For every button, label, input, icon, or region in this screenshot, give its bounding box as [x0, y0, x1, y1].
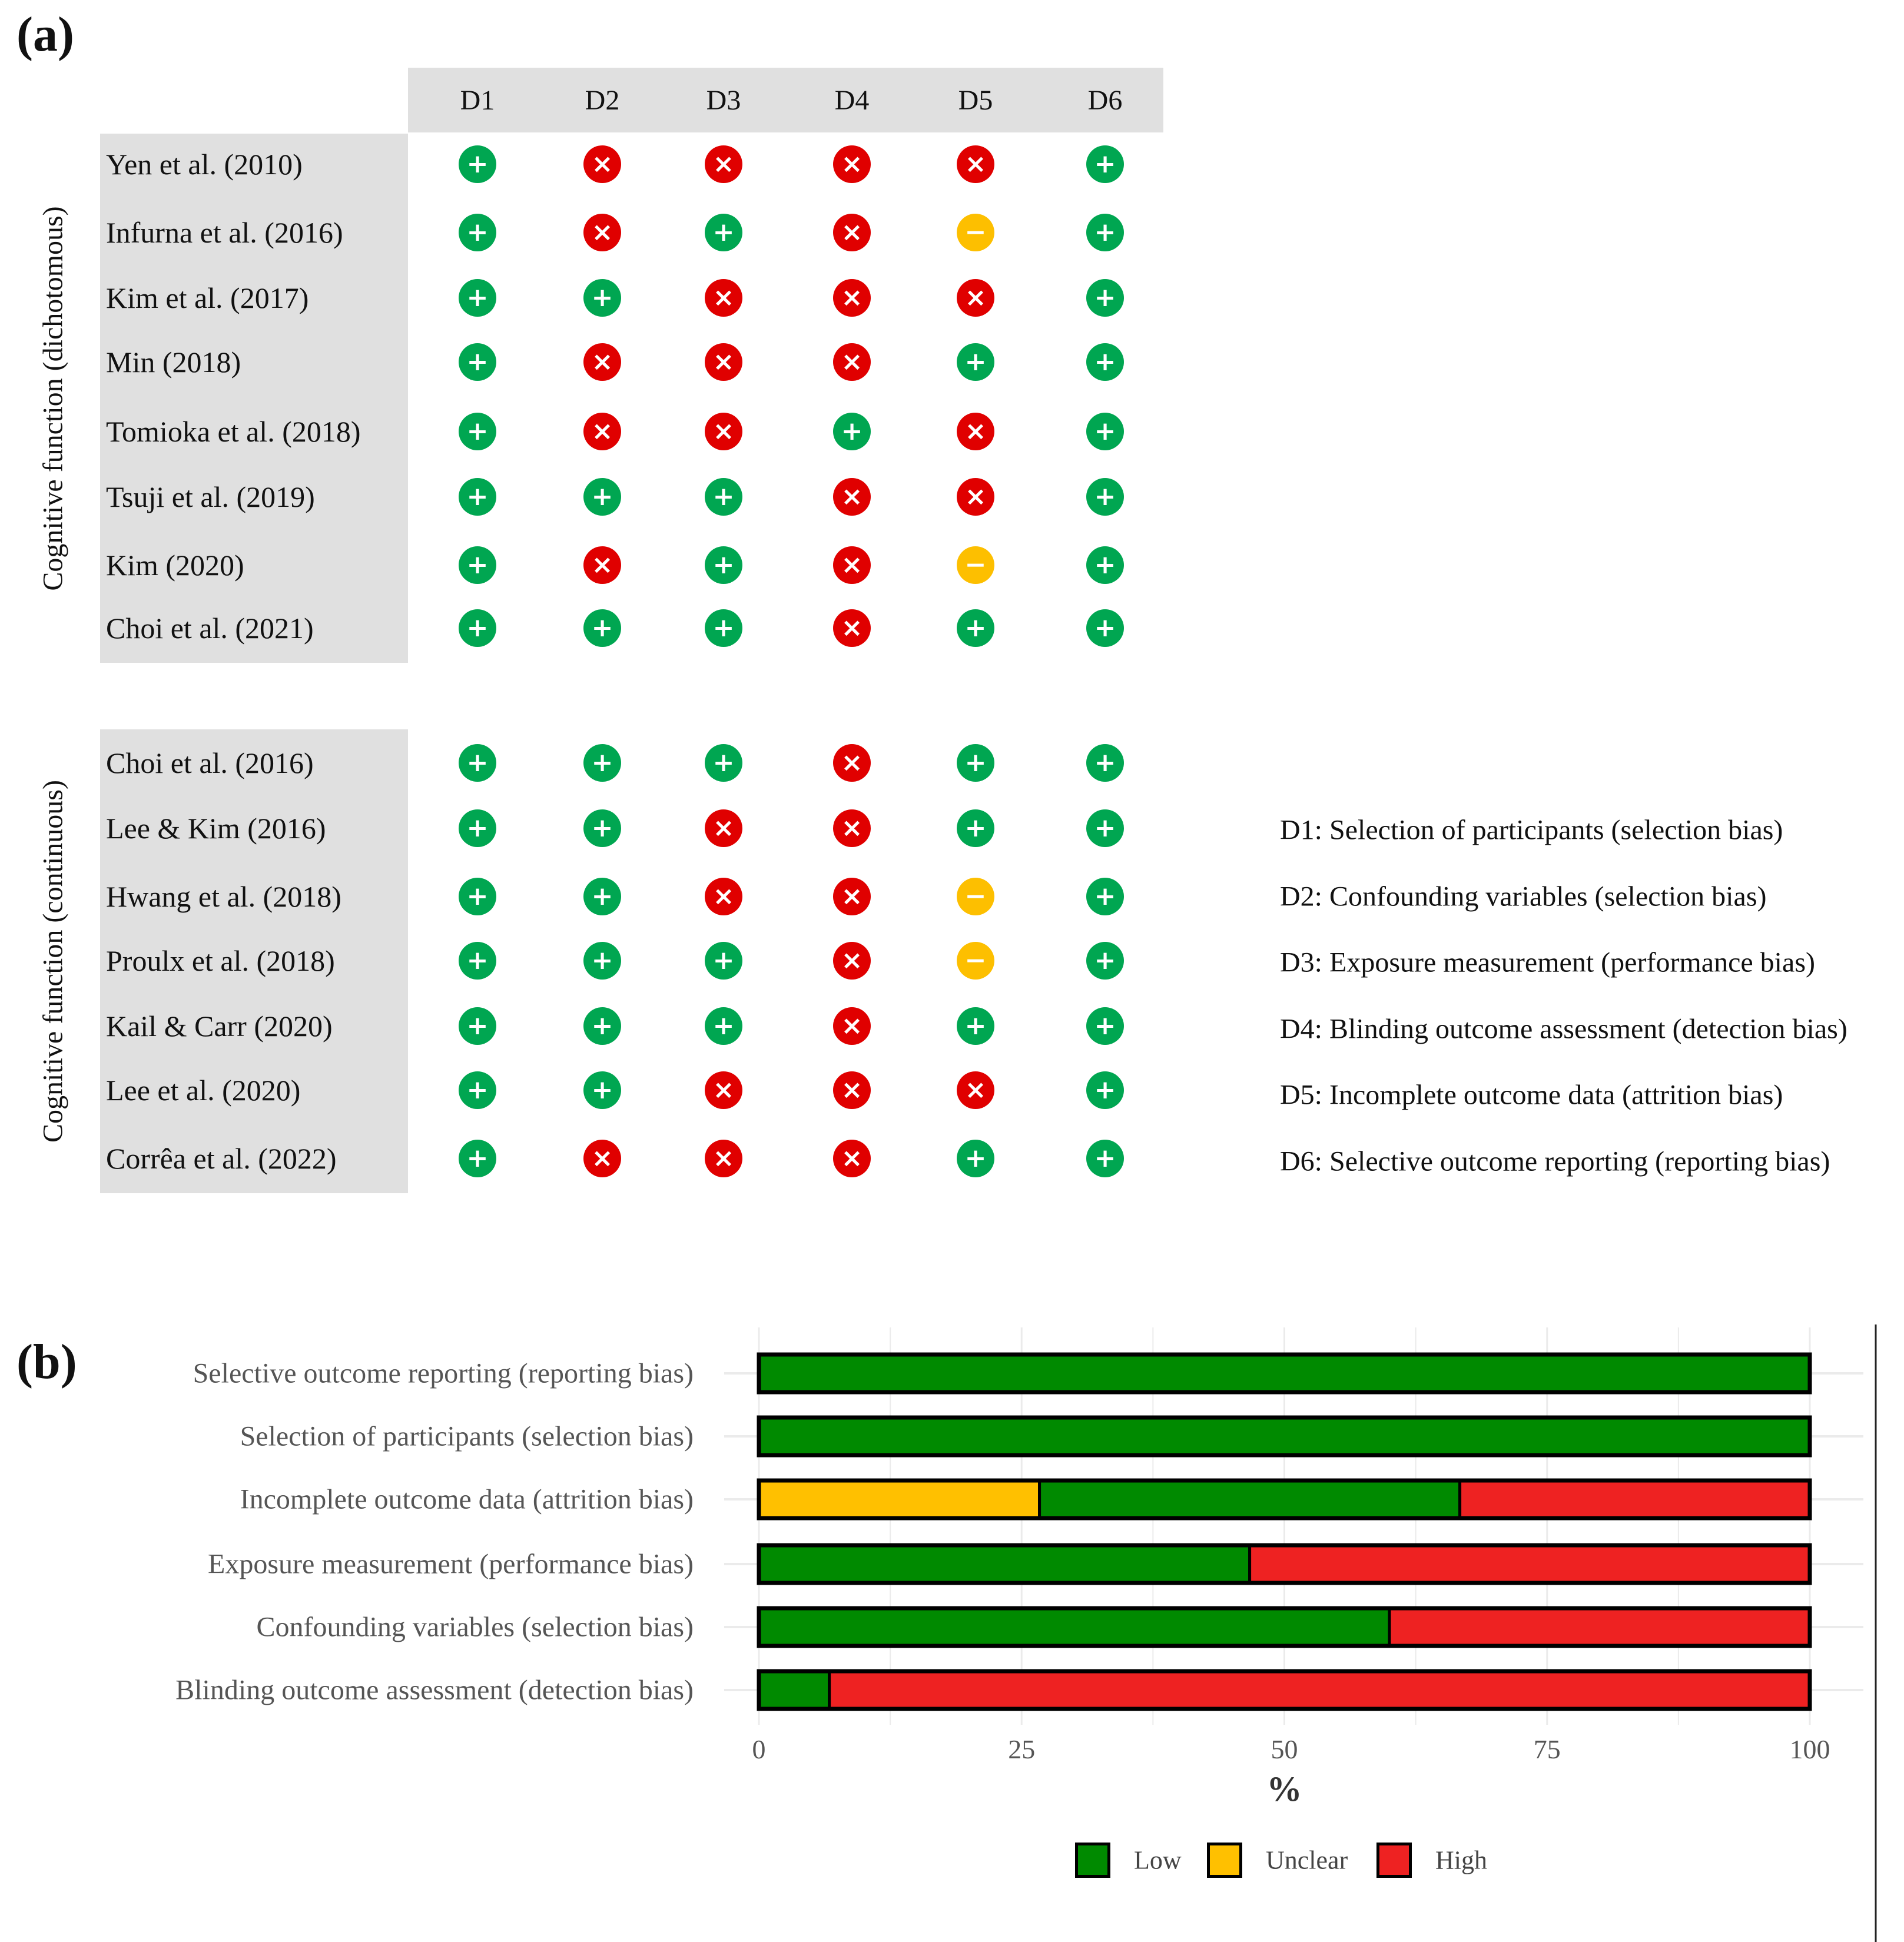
column-header-d5: D5	[958, 85, 993, 116]
category-label: Selection of participants (selection bias)	[240, 1420, 694, 1452]
domain-legend-item: D4: Blinding outcome assessment (detection bias)	[1280, 1013, 1847, 1045]
legend-label-low: Low	[1134, 1845, 1182, 1875]
rating-high-icon: ×	[957, 145, 994, 183]
domain-legend-item: D5: Incomplete outcome data (attrition bias)	[1280, 1079, 1783, 1111]
rating-unclear-icon: −	[957, 546, 994, 584]
rating-low-icon: +	[583, 809, 621, 847]
rating-high-icon: ×	[833, 478, 871, 516]
rating-low-icon: +	[1086, 1140, 1124, 1177]
rating-high-icon: ×	[833, 1071, 871, 1109]
bar-segment-low	[759, 1671, 830, 1709]
rating-low-icon: +	[1086, 413, 1124, 450]
study-label: Tsuji et al. (2019)	[106, 480, 315, 513]
bar-segment-high	[1460, 1480, 1810, 1518]
rating-unclear-icon: −	[957, 942, 994, 980]
rating-low-icon: +	[705, 609, 742, 647]
study-label: Tomioka et al. (2018)	[106, 415, 361, 448]
rating-low-icon: +	[957, 809, 994, 847]
rating-high-icon: ×	[705, 413, 742, 450]
rating-low-icon: +	[583, 478, 621, 516]
bar-segment-high	[1250, 1545, 1810, 1583]
rating-low-icon: +	[1086, 1007, 1124, 1045]
bar-segment-low	[759, 1545, 1250, 1583]
bar-outline	[759, 1608, 1810, 1646]
rating-high-icon: ×	[833, 546, 871, 584]
category-label: Confounding variables (selection bias)	[256, 1611, 694, 1643]
rating-high-icon: ×	[705, 279, 742, 317]
study-label-box	[100, 134, 408, 663]
rating-low-icon: +	[1086, 942, 1124, 980]
rating-high-icon: ×	[705, 1071, 742, 1109]
rating-low-icon: +	[459, 546, 496, 584]
panel-b-label: (b)	[16, 1334, 77, 1389]
rating-low-icon: +	[1086, 744, 1124, 782]
rating-low-icon: +	[583, 1007, 621, 1045]
rating-high-icon: ×	[833, 214, 871, 251]
study-label: Infurna et al. (2016)	[106, 216, 343, 249]
table-header-band	[408, 68, 1163, 132]
column-header-d1: D1	[460, 85, 495, 116]
column-header-d4: D4	[834, 85, 870, 116]
x-tick-label: 25	[1008, 1734, 1036, 1764]
bar-outline	[759, 1355, 1810, 1392]
x-tick-label: 75	[1533, 1734, 1561, 1764]
rating-high-icon: ×	[957, 413, 994, 450]
bar-outline	[759, 1545, 1810, 1583]
rating-low-icon: +	[459, 1140, 496, 1177]
study-label: Kail & Carr (2020)	[106, 1010, 333, 1043]
bar-segment-low	[759, 1608, 1389, 1646]
rating-high-icon: ×	[833, 609, 871, 647]
rating-low-icon: +	[705, 1007, 742, 1045]
rating-low-icon: +	[459, 1071, 496, 1109]
study-label: Min (2018)	[106, 346, 241, 379]
rating-low-icon: +	[583, 1071, 621, 1109]
rating-high-icon: ×	[583, 214, 621, 251]
rating-low-icon: +	[583, 744, 621, 782]
bar-outline	[759, 1480, 1810, 1518]
rating-low-icon: +	[459, 343, 496, 381]
rating-unclear-icon: −	[957, 214, 994, 251]
bar-segment-high	[830, 1671, 1810, 1709]
rating-low-icon: +	[459, 413, 496, 450]
rating-low-icon: +	[705, 214, 742, 251]
study-label: Yen et al. (2010)	[106, 148, 303, 181]
rating-high-icon: ×	[583, 546, 621, 584]
bar-segment-low	[1040, 1480, 1460, 1518]
rating-high-icon: ×	[705, 878, 742, 915]
bar-segment-unclear	[759, 1480, 1040, 1518]
rating-high-icon: ×	[833, 744, 871, 782]
bar-segment-low	[759, 1355, 1810, 1392]
domain-legend-item: D2: Confounding variables (selection bias)	[1280, 881, 1767, 912]
rating-low-icon: +	[705, 546, 742, 584]
rating-low-icon: +	[1086, 214, 1124, 251]
rating-high-icon: ×	[833, 279, 871, 317]
rating-low-icon: +	[1086, 1071, 1124, 1109]
column-header-d2: D2	[585, 85, 620, 116]
x-tick-label: 100	[1789, 1734, 1830, 1764]
rating-low-icon: +	[957, 609, 994, 647]
rating-low-icon: +	[583, 942, 621, 980]
rating-low-icon: +	[459, 942, 496, 980]
rating-high-icon: ×	[705, 145, 742, 183]
rating-high-icon: ×	[957, 1071, 994, 1109]
study-label: Choi et al. (2016)	[106, 746, 314, 779]
study-label: Corrêa et al. (2022)	[106, 1142, 337, 1175]
rating-low-icon: +	[1086, 478, 1124, 516]
bar-segment-high	[1389, 1608, 1810, 1646]
rating-high-icon: ×	[705, 809, 742, 847]
column-header-d6: D6	[1087, 85, 1123, 116]
study-label: Choi et al. (2021)	[106, 612, 314, 645]
category-label: Incomplete outcome data (attrition bias)	[240, 1483, 694, 1515]
legend-swatch-low	[1075, 1843, 1110, 1878]
rating-unclear-icon: −	[957, 878, 994, 915]
rating-low-icon: +	[459, 1007, 496, 1045]
study-label: Proulx et al. (2018)	[106, 944, 335, 977]
rating-high-icon: ×	[583, 413, 621, 450]
rating-low-icon: +	[1086, 279, 1124, 317]
study-label: Hwang et al. (2018)	[106, 880, 341, 913]
rating-high-icon: ×	[583, 145, 621, 183]
rating-low-icon: +	[583, 279, 621, 317]
category-label: Selective outcome reporting (reporting bias)	[193, 1357, 694, 1389]
rating-low-icon: +	[459, 878, 496, 915]
rating-high-icon: ×	[957, 478, 994, 516]
legend-label-unclear: Unclear	[1266, 1845, 1348, 1875]
rating-high-icon: ×	[583, 1140, 621, 1177]
group-label: Cognitive function (dichotomous)	[37, 205, 69, 591]
rating-high-icon: ×	[705, 1140, 742, 1177]
x-axis-label: %	[1266, 1770, 1302, 1808]
rating-high-icon: ×	[833, 343, 871, 381]
rating-low-icon: +	[459, 214, 496, 251]
domain-legend-item: D1: Selection of participants (selection bias)	[1280, 814, 1783, 846]
rating-low-icon: +	[957, 343, 994, 381]
rating-high-icon: ×	[705, 343, 742, 381]
rating-low-icon: +	[1086, 809, 1124, 847]
rating-low-icon: +	[1086, 546, 1124, 584]
rating-low-icon: +	[1086, 145, 1124, 183]
legend-swatch-unclear	[1207, 1843, 1242, 1878]
rating-low-icon: +	[705, 478, 742, 516]
rating-high-icon: ×	[833, 1140, 871, 1177]
rating-high-icon: ×	[833, 942, 871, 980]
bar-outline	[759, 1418, 1810, 1455]
rating-high-icon: ×	[583, 343, 621, 381]
x-tick-label: 0	[752, 1734, 766, 1764]
rating-low-icon: +	[1086, 609, 1124, 647]
rating-low-icon: +	[459, 609, 496, 647]
rating-high-icon: ×	[957, 279, 994, 317]
rating-low-icon: +	[705, 942, 742, 980]
rating-low-icon: +	[459, 744, 496, 782]
study-label: Lee et al. (2020)	[106, 1074, 301, 1107]
rating-low-icon: +	[1086, 343, 1124, 381]
domain-legend-item: D3: Exposure measurement (performance bias)	[1280, 947, 1815, 978]
rating-low-icon: +	[583, 609, 621, 647]
rating-low-icon: +	[957, 744, 994, 782]
rating-low-icon: +	[833, 413, 871, 450]
rating-low-icon: +	[459, 279, 496, 317]
bar-outline	[759, 1671, 1810, 1709]
rating-low-icon: +	[459, 809, 496, 847]
rating-low-icon: +	[459, 478, 496, 516]
rating-high-icon: ×	[833, 878, 871, 915]
panel-a-label: (a)	[16, 7, 74, 62]
rating-low-icon: +	[705, 744, 742, 782]
study-label: Kim et al. (2017)	[106, 281, 309, 314]
bar-segment-low	[759, 1418, 1810, 1455]
rating-low-icon: +	[459, 145, 496, 183]
legend-label-high: High	[1435, 1845, 1487, 1875]
category-label: Blinding outcome assessment (detection bias)	[175, 1674, 694, 1706]
rating-low-icon: +	[957, 1140, 994, 1177]
rating-high-icon: ×	[833, 1007, 871, 1045]
column-header-d3: D3	[706, 85, 741, 116]
rating-low-icon: +	[583, 878, 621, 915]
group-label: Cognitive function (continuous)	[37, 780, 69, 1143]
domain-legend-item: D6: Selective outcome reporting (reporting bias)	[1280, 1146, 1830, 1177]
study-label: Lee & Kim (2016)	[106, 812, 326, 845]
rating-high-icon: ×	[833, 809, 871, 847]
study-label: Kim (2020)	[106, 549, 244, 582]
legend-swatch-high	[1376, 1843, 1412, 1878]
rating-low-icon: +	[957, 1007, 994, 1045]
rating-high-icon: ×	[833, 145, 871, 183]
category-label: Exposure measurement (performance bias)	[208, 1548, 694, 1580]
x-tick-label: 50	[1271, 1734, 1298, 1764]
rating-low-icon: +	[1086, 878, 1124, 915]
